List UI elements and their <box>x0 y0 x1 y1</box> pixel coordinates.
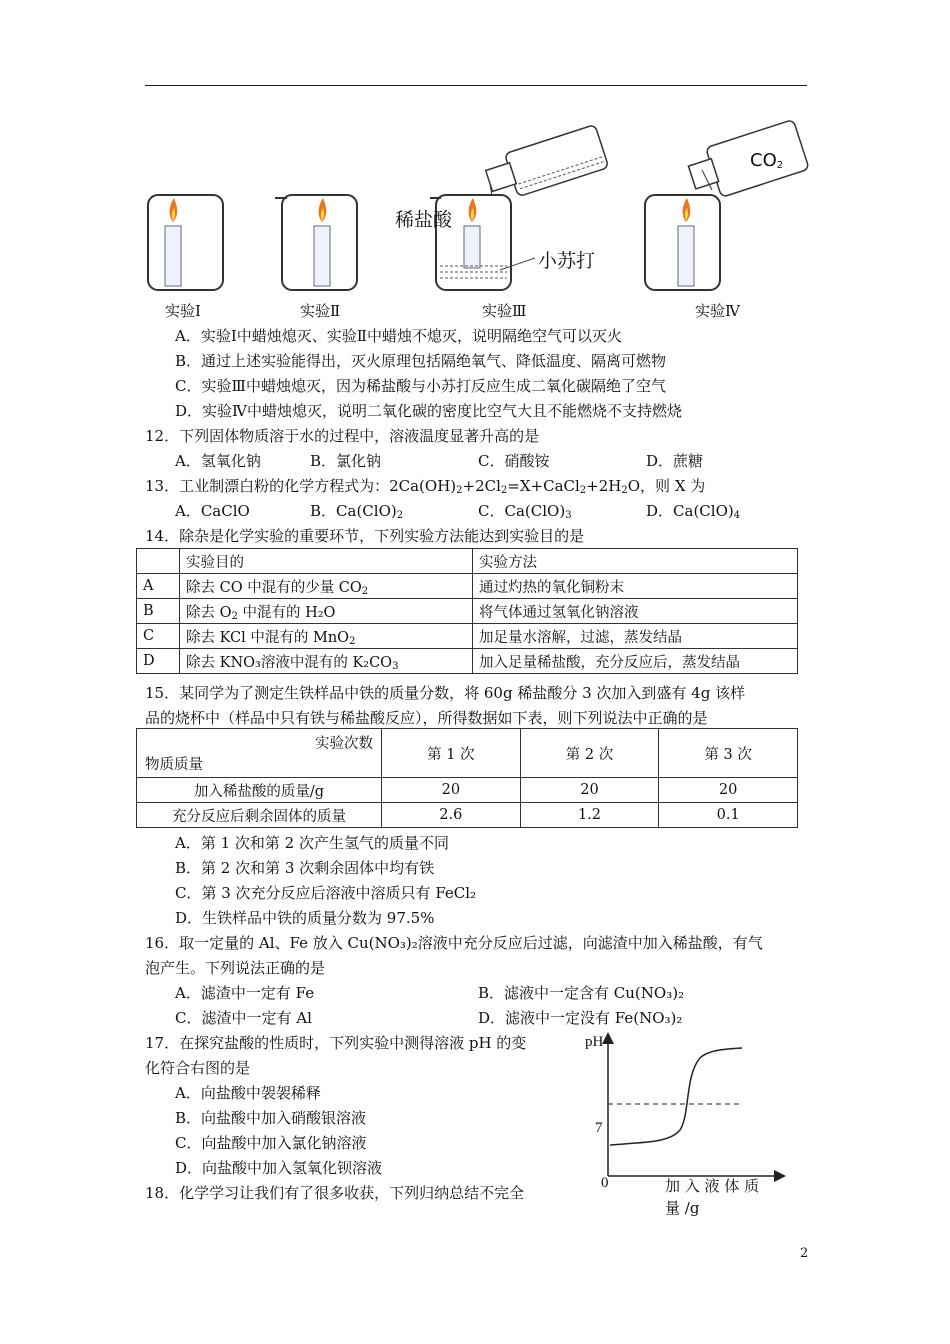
beaker-2 <box>275 195 357 290</box>
q15-cell: 20 <box>520 778 659 803</box>
q15-corner-cell <box>137 729 382 778</box>
q15-cell: 1.2 <box>520 803 659 828</box>
q13-stem: 13．工业制漂白粉的化学方程式为：$2Ca(OH)_2+2Cl_2=X+CaCl_2+2H_2O$，则 X 为 <box>145 477 706 496</box>
q12-option-b: B．氯化钠 <box>310 452 382 470</box>
q17-stem-2: 化符合右图的是 <box>145 1059 251 1077</box>
q15-col-3: 第 3 次 <box>659 729 798 778</box>
q15-cell: 20 <box>382 778 521 803</box>
q14-row-purpose: 除去 KNO₃溶液中混有的 $K_2CO_3$ <box>180 649 473 674</box>
q14-row-method: 加入足量稀盐酸，充分反应后，蒸发结晶 <box>473 649 798 674</box>
q18-stem: 18．化学学习让我们有了很多收获，下列归纳总结不完全 <box>145 1184 525 1202</box>
graph-ylabel: pH <box>585 1034 604 1050</box>
q14-row-key: A <box>137 574 180 599</box>
q13-option-b: B．$Ca(ClO)_2$ <box>310 502 404 521</box>
q17-option-d: D．向盐酸中加入氢氧化钡溶液 <box>175 1159 383 1177</box>
q16-stem-1: 16．取一定量的 Al、Fe 放入 Cu(NO₃)₂溶液中充分反应后过滤，向滤渣中加入稀盐酸，有气 <box>145 934 763 952</box>
header-rule <box>145 85 807 86</box>
q15-option-b: B．第 2 次和第 3 次剩余固体中均有铁 <box>175 859 435 877</box>
table-row <box>137 574 798 599</box>
q16-option-b: B．滤液中一定含有 Cu(NO₃)₂ <box>478 984 685 1002</box>
q17-option-b: B．向盐酸中加入硝酸银溶液 <box>175 1109 367 1127</box>
q17-option-c: C．向盐酸中加入氯化钠溶液 <box>175 1134 367 1152</box>
q15-row-label: 加入稀盐酸的质量/g <box>137 778 382 803</box>
q15-option-d: D．生铁样品中铁的质量分数为 97.5% <box>175 909 435 927</box>
beaker-4 <box>645 119 809 290</box>
caption-2: 实验Ⅱ <box>300 302 341 320</box>
q15-corner-bottom: 物质质量 <box>145 757 203 773</box>
q12-option-d: D．蔗糖 <box>646 452 704 470</box>
q17-stem-1: 17．在探究盐酸的性质时，下列实验中测得溶液 pH 的变 <box>145 1034 527 1052</box>
graph-origin: 0 <box>601 1175 609 1191</box>
q12-option-c: C．硝酸铵 <box>478 452 550 470</box>
graph-xlabel-2: 量 /g <box>665 1199 700 1217</box>
label-acid: 稀盐酸 <box>395 209 453 231</box>
q14-row-purpose: 除去 KCl 中混有的 MnO$_2$ <box>180 624 473 649</box>
q15-stem-2: 品的烧杯中（样品中只有铁与稀盐酸反应），所得数据如下表，则下列说法中正确的是 <box>145 709 708 727</box>
q14-row-key: C <box>137 624 180 649</box>
q14-header-key <box>137 549 180 574</box>
q15-corner-top: 实验次数 <box>315 736 373 752</box>
table-row <box>137 803 798 828</box>
q14-row-purpose: 除去 CO 中混有的少量 $CO_2$ <box>180 574 473 599</box>
q15-option-c: C．第 3 次充分反应后溶液中溶质只有 FeCl₂ <box>175 884 477 902</box>
q14-row-key: B <box>137 599 180 624</box>
q14-row-method: 加足量水溶解，过滤，蒸发结晶 <box>473 624 798 649</box>
q14-table <box>136 548 798 674</box>
label-soda: 小苏打 <box>538 250 596 272</box>
page-number: 2 <box>800 1246 809 1261</box>
q15-row-label: 充分反应后剩余固体的质量 <box>137 803 382 828</box>
q14-row-key: D <box>137 649 180 674</box>
q17-option-a: A．向盐酸中袈袈稀释 <box>175 1084 321 1102</box>
table-row <box>137 599 798 624</box>
q14-row-method: 将气体通过氢氧化钠溶液 <box>473 599 798 624</box>
q11-option-d: D．实验Ⅳ中蜡烛熄灭，说明二氧化碳的密度比空气大且不能燃烧不支持燃烧 <box>175 402 683 420</box>
graph-seven: 7 <box>595 1120 603 1136</box>
q13-option-a: A．CaClO <box>175 502 250 520</box>
q15-option-a: A．第 1 次和第 2 次产生氢气的质量不同 <box>175 834 449 852</box>
ph-curve <box>610 1048 742 1145</box>
q13-option-c: C．$Ca(ClO)_3$ <box>478 502 572 521</box>
q13-option-d: D．$Ca(ClO)_4$ <box>646 502 741 521</box>
q14-header-method: 实验方法 <box>473 549 798 574</box>
q15-stem-1: 15．某同学为了测定生铁样品中铁的质量分数，将 60g 稀盐酸分 3 次加入到盛有 4g 该样 <box>145 684 746 702</box>
q16-option-d: D．滤液中一定没有 Fe(NO₃)₂ <box>478 1009 683 1027</box>
q15-col-1: 第 1 次 <box>382 729 521 778</box>
q16-option-c: C．滤渣中一定有 Al <box>175 1009 312 1027</box>
table-row <box>137 624 798 649</box>
table-row <box>137 778 798 803</box>
q14-row-purpose: 除去 $O_2$ 中混有的 H₂O <box>180 599 473 624</box>
q11-option-c: C．实验Ⅲ中蜡烛熄灭，因为稀盐酸与小苏打反应生成二氧化碳隔绝了空气 <box>175 377 666 395</box>
q12-option-a: A．氢氧化钠 <box>175 452 261 470</box>
q15-cell: 2.6 <box>382 803 521 828</box>
q15-col-2: 第 2 次 <box>520 729 659 778</box>
table-row <box>137 649 798 674</box>
q14-header-purpose: 实验目的 <box>180 549 473 574</box>
caption-1: 实验Ⅰ <box>165 302 201 320</box>
caption-4: 实验Ⅳ <box>695 302 740 320</box>
q15-cell: 20 <box>659 778 798 803</box>
experiment-figure <box>140 118 810 323</box>
q16-option-a: A．滤渣中一定有 Fe <box>175 984 315 1002</box>
graph-xlabel-1: 加 入 液 体 质 <box>665 1177 760 1195</box>
q12-stem: 12．下列固体物质溶于水的过程中，溶液温度显著升高的是 <box>145 427 540 445</box>
beaker-1 <box>148 195 223 290</box>
q11-option-a: A．实验Ⅰ中蜡烛熄灭、实验Ⅱ中蜡烛不熄灭，说明隔绝空气可以灭火 <box>175 327 622 345</box>
q14-row-method: 通过灼热的氧化铜粉末 <box>473 574 798 599</box>
q16-stem-2: 泡产生。下列说法正确的是 <box>145 959 326 977</box>
label-co2: $CO_2$ <box>750 150 784 171</box>
q11-option-b: B．通过上述实验能得出，灭火原理包括隔绝氧气、降低温度、隔离可燃物 <box>175 352 667 370</box>
caption-3: 实验Ⅲ <box>482 302 527 320</box>
q15-table <box>136 728 798 828</box>
q14-stem: 14．除杂是化学实验的重要环节，下列实验方法能达到实验目的是 <box>145 527 585 545</box>
q15-cell: 0.1 <box>659 803 798 828</box>
